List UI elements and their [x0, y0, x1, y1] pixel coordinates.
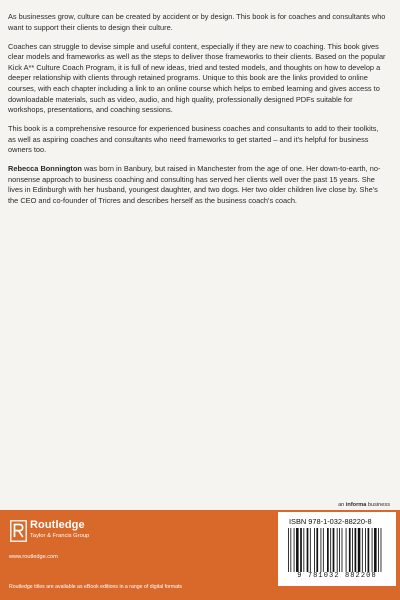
author-bio-text: was born in Banbury, but raised in Manchester from the age of one. Her down-to-earth, no-nonsense approach to business coaching and consulting has served her clients well over the past 15 years. She lives in Edinburgh with her husband, youngest daughter, and two dogs. Her two older children live close by. She's the CEO and co-founder of Tricres and describes herself as the business coach's coach. [8, 164, 381, 206]
blurb-paragraph-1: As businesses grow, culture can be created by accident or by design. This book is for coaches and consultants who want to support their clients to design their culture. [8, 12, 386, 32]
barcode [284, 528, 390, 572]
blurb-paragraph-2: Coaches can struggle to devise simple and useful content, especially if they are new to coaching. This book gives clear models and frameworks as well as the steps to deliver those frameworks to their clients. Based on the popular Kick A** Culture Coach Program, it is full of new ideas, tried and tested models, and thoughts on how to develop a deeper relationship with clients through retained programs. Unique to this book are the links provided to online courses, with each chapter including a link to an online course which helps to embed learning and gives access to downloadable materials, such as video, audio, and high quality, professionally designed PDFs suitable for workshops, presentations, and coaching sessions. [8, 41, 386, 115]
informa-brand: informa [345, 502, 367, 508]
blurb-paragraph-3: This book is a comprehensive resource for experienced business coaches and consultants to add to their toolkits, as well as aspiring coaches and consultants who need frameworks to get started – and it's helpful for business owners too. [8, 124, 379, 155]
author-bio [8, 164, 388, 206]
blurb [8, 12, 388, 215]
barcode-panel [278, 512, 396, 586]
isbn-label: ISBN 978-1-032-88220-8 [289, 517, 372, 526]
routledge-r-icon [10, 520, 27, 542]
barcode-digits: 9 781032 882208 [297, 572, 377, 580]
ebook-note: Routledge titles are available as eBook editions in a range of digital formats [9, 584, 183, 590]
publisher-website: www.routledge.com [9, 554, 58, 560]
author-name: Rebecca Bonnington [8, 164, 82, 174]
publisher-group: Taylor & Francis Group [30, 533, 90, 539]
publisher-name: Routledge [30, 519, 85, 531]
informa-business-tag [338, 502, 390, 508]
informa-suffix: business [366, 502, 390, 508]
informa-prefix: an [338, 502, 346, 508]
